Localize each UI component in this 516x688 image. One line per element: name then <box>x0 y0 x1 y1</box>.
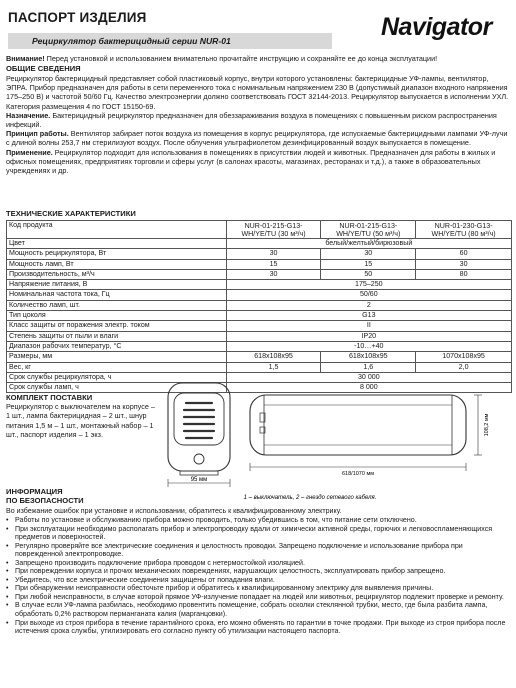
spec-value-cell: 30 <box>226 269 321 279</box>
spec-value-cell: 175–250 <box>226 280 511 290</box>
spec-value-cell: белый/желтый/бирюзовый <box>226 239 511 249</box>
spec-label-cell: Номинальная частота тока, Гц <box>7 290 227 300</box>
general-block <box>6 74 510 175</box>
purpose-paragraph <box>6 111 510 129</box>
list-item: • Регулярно проверяйте все электрические соединения и целостность проводки. Запрещено подключение и использование прибора при поврежденной электропроводке. <box>6 542 510 559</box>
spec-label-cell: Количество ламп, шт. <box>7 300 227 310</box>
table-row <box>7 341 512 351</box>
dim-height-label: 108,2 мм <box>484 413 490 437</box>
spec-label-cell: Срок службы рециркулятора, ч <box>7 372 227 382</box>
navigator-logo: Navigator <box>381 13 492 41</box>
table-row <box>7 321 512 331</box>
general-heading: ОБЩИЕ СВЕДЕНИЯ <box>6 64 81 73</box>
spec-value-cell: 2 <box>226 300 511 310</box>
spec-label-cell: Вес, кг <box>7 362 227 372</box>
safety-intro: Во избежание ошибок при установке и использовании, обратитесь к квалифицированному электрику. <box>6 507 342 515</box>
usage-paragraph <box>6 148 510 176</box>
code-label-cell: Код продукта <box>7 221 227 239</box>
list-item: • При эксплуатации необходимо располагать прибор и электропроводку вдали от химически активной среды, горючих и легковоспламеняющихся предметов и поверхностей. <box>6 525 510 542</box>
dim-width-label: 95 мм <box>190 477 208 483</box>
device-side-view <box>250 395 482 471</box>
warning-paragraph <box>6 54 510 63</box>
list-item: • При любой неисправности, в случае которой прямое УФ-излучение попадает на людей или животных, рециркулятор подлежит проверке и ремонту. <box>6 593 510 602</box>
specs-table <box>6 220 512 393</box>
page-title: ПАСПОРТ ИЗДЕЛИЯ <box>8 10 147 25</box>
spec-value-cell: IP20 <box>226 331 511 341</box>
device-drawing <box>160 375 510 503</box>
specs-heading: ТЕХНИЧЕСКИЕ ХАРАКТЕРИСТИКИ <box>6 209 136 218</box>
principle-text: Вентилятор забирает поток воздуха из помещения в корпус рециркулятора, где испускаемые бактерицидными лампами УФ-лучи с длиной волны 253,7 нм стерилизуют воздух. После облучения ультрафиолетом дезинфицированный воздух выпускается в помещение. <box>6 129 508 148</box>
spec-label-cell: Мощность ламп, Вт <box>7 259 227 269</box>
table-row <box>7 352 512 362</box>
principle-paragraph <box>6 129 510 147</box>
product-subtitle: Рециркулятор бактерицидный серии NUR-01 <box>8 33 332 49</box>
spec-value-cell: 1,6 <box>321 362 416 372</box>
kit-text: Рециркулятор с выключателем на корпусе – 1 шт., лампа бактерицидная – 2 шт., шнур питания 1,5 м – 1 шт., монтажный набор – 1 шт., паспорт изделия – 1 экз. <box>6 402 155 439</box>
spec-label-cell: Напряжение питания, В <box>7 280 227 290</box>
principle-label: Принцип работы. <box>6 129 69 139</box>
spec-value-cell: 8 000 <box>226 383 511 393</box>
table-row <box>7 280 512 290</box>
model-cell-3: NUR-01-230-G13-WH/YE/TU (80 м³/ч) <box>416 221 512 239</box>
spec-value-cell: -10…+40 <box>226 341 511 351</box>
spec-value-cell: 1070x108x95 <box>416 352 512 362</box>
spec-label-cell: Диапазон рабочих температур, °С <box>7 341 227 351</box>
spec-value-cell: 30 <box>416 259 512 269</box>
table-row <box>7 331 512 341</box>
table-row <box>7 290 512 300</box>
model-cell-1: NUR-01-215-G13-WH/YE/TU (30 м³/ч) <box>226 221 321 239</box>
warning-text: Перед установкой и использованием внимательно прочитайте инструкцию и сохраняйте ее до конца эксплуатации! <box>44 54 438 63</box>
table-header-row <box>7 221 512 239</box>
spec-label-cell: Тип цоколя <box>7 311 227 321</box>
list-item: • При обнаружении неисправности обесточьте прибор и обратитесь к квалифицированному электрику для выявления причины. <box>6 584 510 593</box>
spec-value-cell: 30 000 <box>226 372 511 382</box>
list-item: • При повреждении корпуса и прочих механических повреждениях, нарушающих целостность, эксплуатировать прибор запрещено. <box>6 567 510 576</box>
spec-value-cell: 1,5 <box>226 362 321 372</box>
table-row <box>7 362 512 372</box>
spec-value-cell: 30 <box>226 249 321 259</box>
table-row <box>7 300 512 310</box>
table-row <box>7 239 512 249</box>
table-row <box>7 249 512 259</box>
table-row <box>7 311 512 321</box>
device-end-view <box>168 383 230 487</box>
purpose-text: Бактерицидный рециркулятор предназначен для обеззараживания воздуха в помещениях с повышенным риском распространения инфекций. <box>6 110 497 130</box>
spec-label-cell: Класс защиты от поражения электр. током <box>7 321 227 331</box>
figure-caption: 1 – выключатель, 2 – гнездо сетевого кабеля. <box>243 495 377 501</box>
spec-value-cell: 30 <box>321 249 416 259</box>
spec-value-cell: 2,0 <box>416 362 512 372</box>
general-text: Рециркулятор бактерицидный представляет собой пластиковый корпус, внутри которого установлены: бактерицидные УФ-лампы, вентилятор, ЭПРА. Прибор предназначен для работы в сети переменного тока с номинальным напряжением 230 В (допустимый диапазон входного напряжения 175–250 В) и частотой 50/60 Гц. Качество электроэнергии должно соответствовать ГОСТ 32144-2013. Рециркулятор выпускается в исполнении УХЛ. Категория размещения 4 по ГОСТ 15150-69. <box>6 74 509 111</box>
safety-list <box>6 516 510 636</box>
kit-heading: КОМПЛЕКТ ПОСТАВКИ <box>6 393 93 402</box>
safety-heading <box>6 487 84 505</box>
list-item: • Убедитесь, что все электрические соединения защищены от попадания влаги. <box>6 576 510 585</box>
spec-label-cell: Размеры, мм <box>7 352 227 362</box>
list-item: • Запрещено производить подключение прибора проводом с нетермостойкой изоляцией. <box>6 559 510 568</box>
table-row <box>7 269 512 279</box>
list-item: • В случае если УФ-лампа разбилась, необходимо провентить помещение, собрать осколки стеклянной трубки, место, где была разбита лампа, обработать 0,2% раствором перманганата калия (марганцовки). <box>6 601 510 618</box>
spec-value-cell: G13 <box>226 311 511 321</box>
model-cell-2: NUR-01-215-G13-WH/YE/TU (50 м³/ч) <box>321 221 416 239</box>
kit-section <box>6 393 156 439</box>
usage-text: Рециркулятор подходит для использования в помещениях в присутствии людей и животных. Предназначен для работы в жилых и офисных помещениях, предприятиях торговли и сферы услуг (в салонах красоты, магазинах, ресторанах и т.д.), а также в образовательных учреждениях и др. <box>6 147 496 176</box>
spec-label-cell: Мощность рециркулятора, Вт <box>7 249 227 259</box>
spec-value-cell: II <box>226 321 511 331</box>
spec-label-cell: Цвет <box>7 239 227 249</box>
spec-value-cell: 80 <box>416 269 512 279</box>
spec-value-cell: 618x108x95 <box>226 352 321 362</box>
usage-label: Применение. <box>6 147 53 157</box>
spec-value-cell: 50 <box>321 269 416 279</box>
purpose-label: Назначение. <box>6 110 51 120</box>
safety-heading-line1: ИНФОРМАЦИЯ <box>6 487 63 496</box>
list-item: • Работы по установке и обслуживанию прибора можно проводить, только убедившись в том, что питание сети отключено. <box>6 516 510 525</box>
warning-label: Внимание! <box>6 54 45 63</box>
spec-value-cell: 60 <box>416 249 512 259</box>
spec-label-cell: Производительность, м³/ч <box>7 269 227 279</box>
spec-value-cell: 15 <box>321 259 416 269</box>
spec-label-cell: Степень защиты от пыли и влаги <box>7 331 227 341</box>
dim-length-label: 618/1070 мм <box>341 471 375 477</box>
spec-value-cell: 50/60 <box>226 290 511 300</box>
spec-value-cell: 15 <box>226 259 321 269</box>
spec-label-cell: Срок службы ламп, ч <box>7 383 227 393</box>
safety-heading-line2: ПО БЕЗОПАСНОСТИ <box>6 496 84 505</box>
table-row <box>7 259 512 269</box>
spec-value-cell: 618x108x95 <box>321 352 416 362</box>
list-item: • При выходе из строя прибора в течение гарантийного срока, его можно обменять по гарантии в точке продажи. При выходе из строя прибора после истечения срока службы, утилизировать его согласно пункту об утилизации настоящего паспорта. <box>6 619 510 636</box>
